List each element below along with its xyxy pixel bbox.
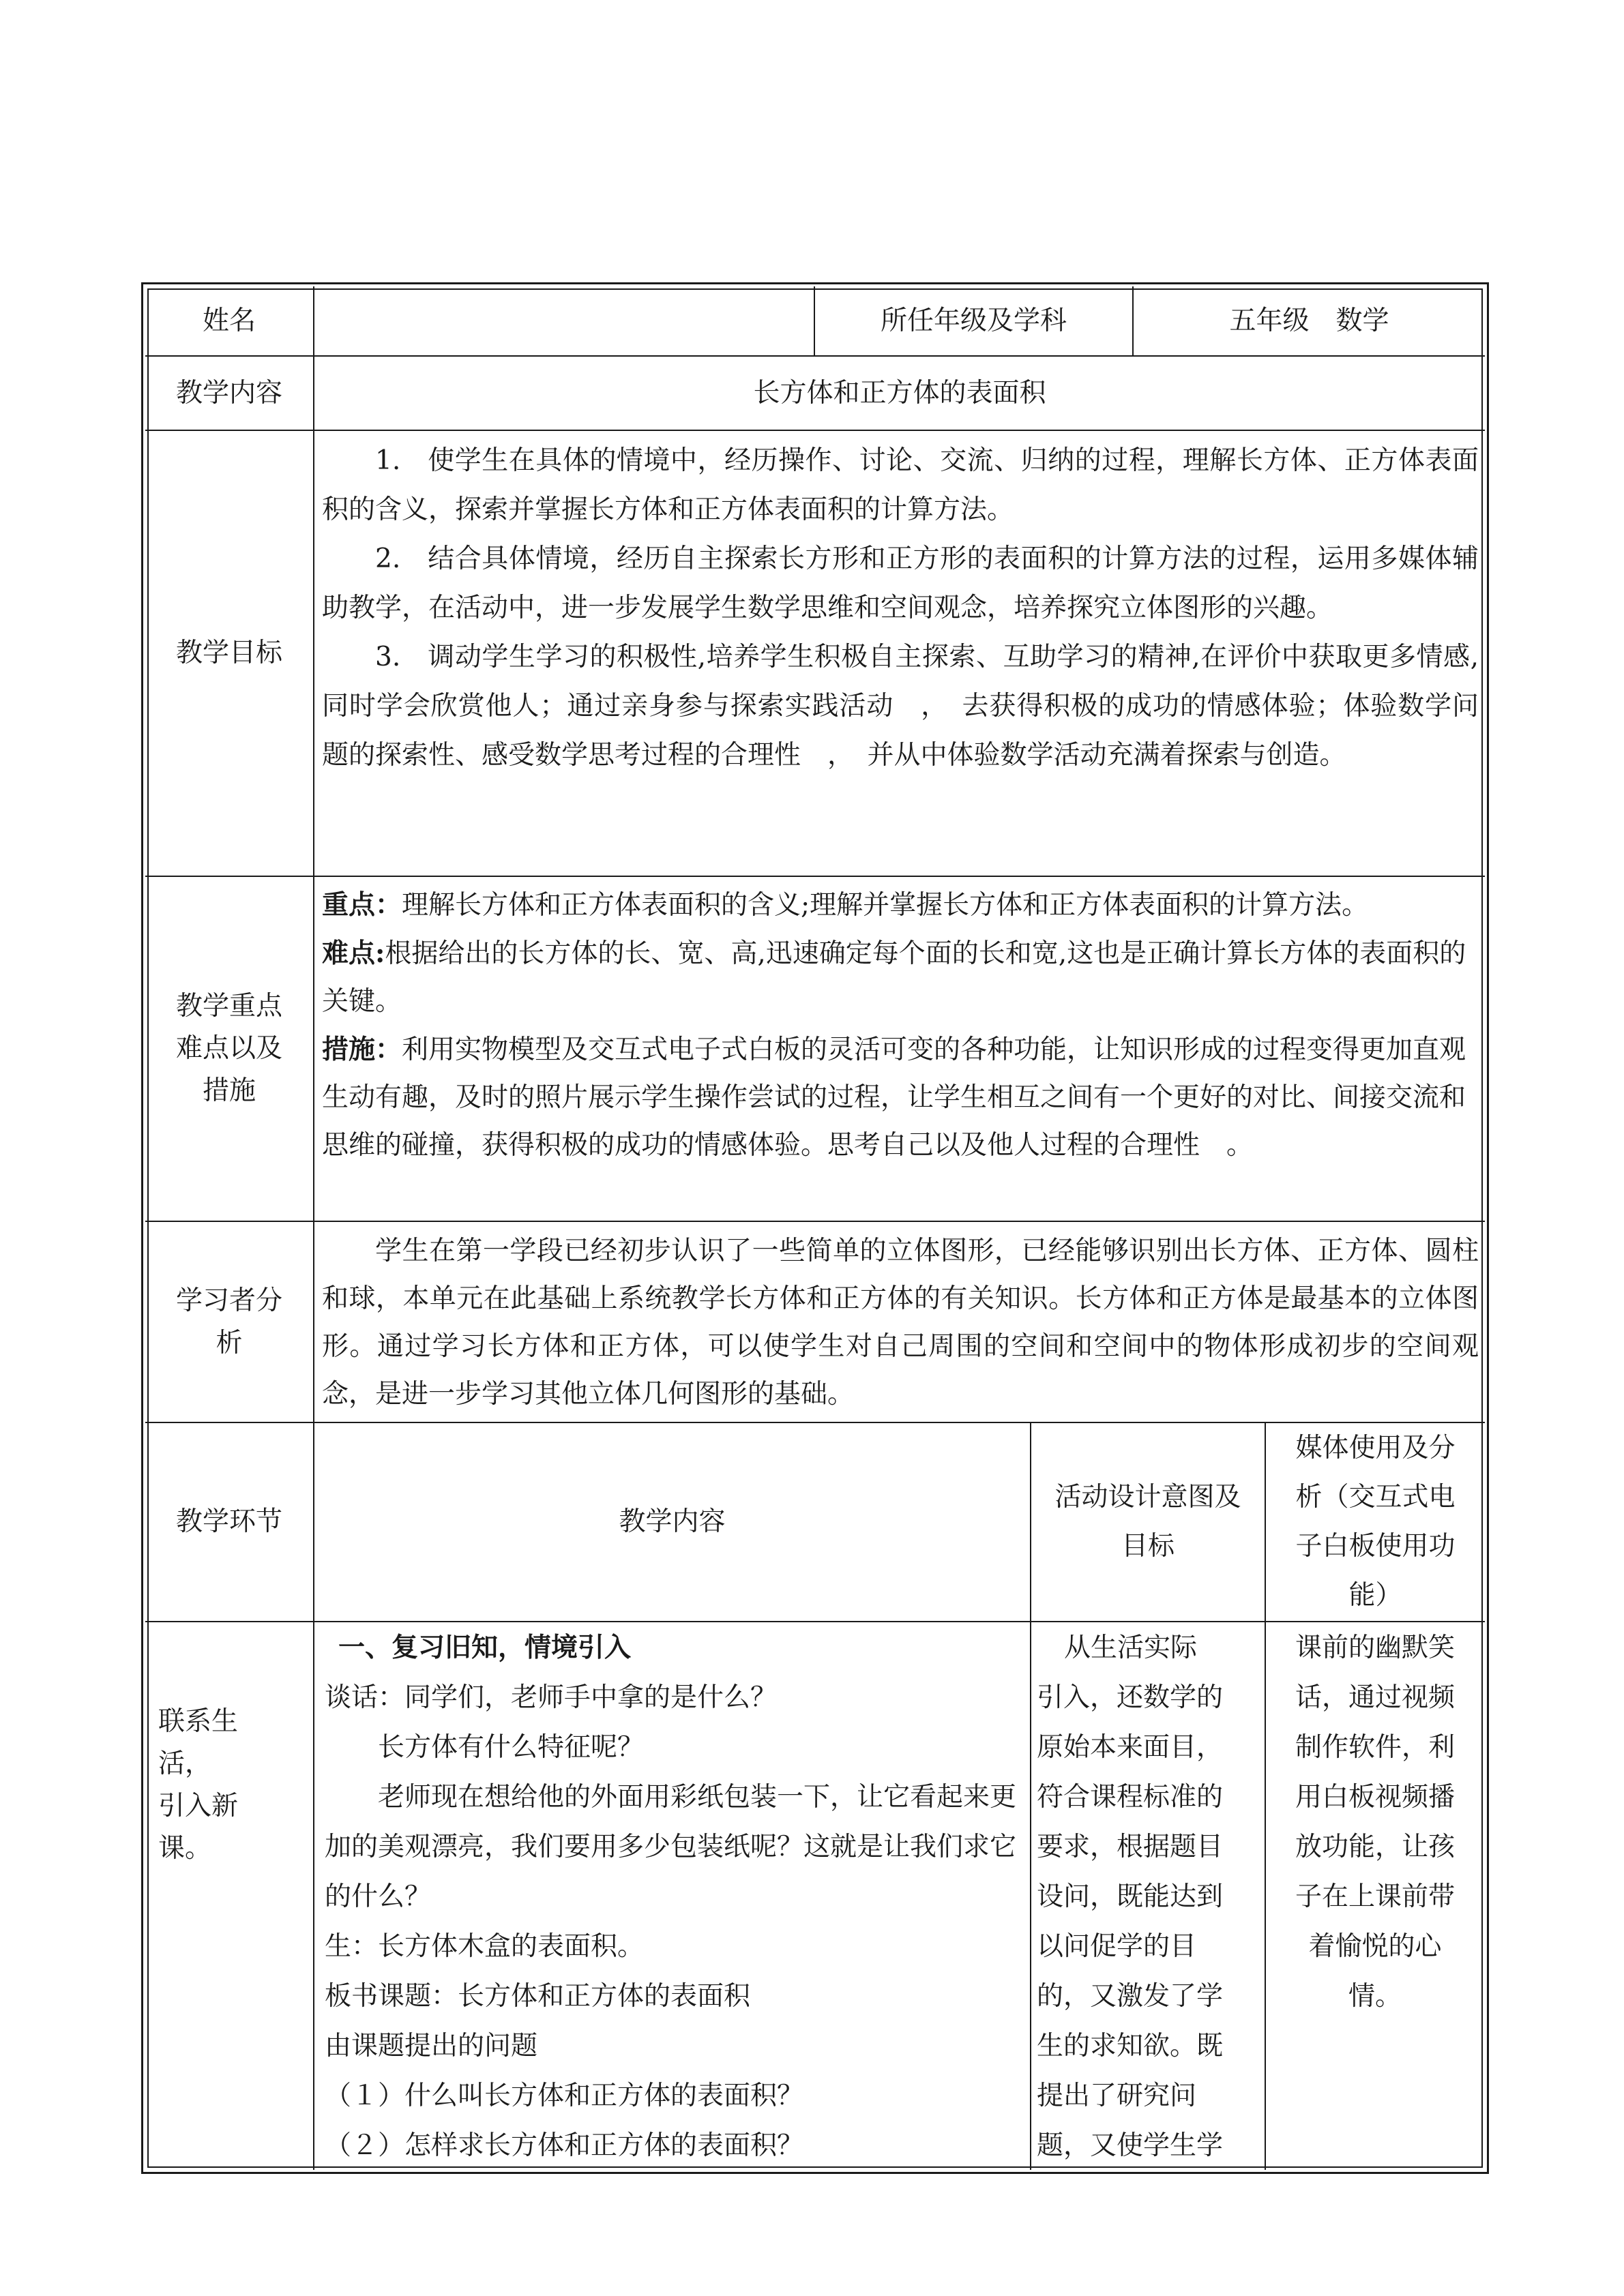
goal-item: 2. 结合具体情境，经历自主探索长方形和正方形的表面积的计算方法的过程，运用多媒体辅助教学，在活动中，进一步发展学生数学思维和空间观念，培养探究立体图形的兴趣。 xyxy=(322,543,1479,623)
name-label: 姓名 xyxy=(202,305,256,336)
stage-header: 教学环节 xyxy=(175,1506,282,1537)
row1-heading: 一、复习旧知，情境引入 xyxy=(338,1632,632,1663)
learner-text: 学生在第一学段已经初步认识了一些简单的立体图形，已经能够识别出长方体、正方体、圆柱和球，本单元在此基础上系统教学长方体和正方体的有关知识。长方体和正方体是最基本的立体图形。通过学习长方体和正方体，可以使学生对自己周围的空间和空间中的物体形成初步的空间观念，是进一步学习其他立体几何图形的基础。 xyxy=(322,1236,1479,1410)
row1-stage: 联系生 活， 引入新 课。 xyxy=(158,1706,239,1864)
grade-subject-value: 五年级 数学 xyxy=(1229,305,1389,336)
goals-text xyxy=(322,436,1479,873)
name-value xyxy=(314,286,814,355)
focus-text xyxy=(322,881,1479,1218)
intent-header: 活动设计意图及 目标 xyxy=(1054,1482,1241,1562)
measure-point: 措施：利用实物模型及交互式电子式白板的灵活可变的各种功能，让知识形成的过程变得更加直观生动有趣，及时的照片展示学生操作尝试的过程，让学生相互之间有一个更好的对比、间接交流和思维的碰撞，获得积极的成功的情感体验。思考自己以及他人过程的合理性 。 xyxy=(322,1034,1466,1161)
goals-label: 教学目标 xyxy=(175,638,282,668)
goal-item: 3. 调动学生学习的积极性,培养学生积极自主探索、互助学习的精神,在评价中获取更多情感,同时学会欣赏他人；通过亲身参与探索实践活动 ， 去获得积极的成功的情感体验；体验数学问题的探索性、感受数学思考过程的合理性 ， 并从中体验数学活动充满着探索与创造。 xyxy=(322,642,1479,771)
content-value: 长方体和正方体的表面积 xyxy=(753,377,1046,408)
grade-subject-label: 所任年级及学科 xyxy=(880,305,1067,336)
goal-item: 1. 使学生在具体的情境中，经历操作、讨论、交流、归纳的过程，理解长方体、正方体表面积的含义，探索并掌握长方体和正方体表面积的计算方法。 xyxy=(322,445,1479,525)
key-point: 重点：理解长方体和正方体表面积的含义;理解并掌握长方体和正方体表面积的计算方法。 xyxy=(322,889,1369,921)
content-label: 教学内容 xyxy=(175,377,282,408)
row1-media: 课前的幽默笑 话，通过视频 制作软件，利 用白板视频播 放功能，让孩 子在上课前带 着愉悦的心 情。 xyxy=(1295,1632,1455,2012)
content-header: 教学内容 xyxy=(619,1506,726,1537)
learner-label: 学习者分 析 xyxy=(175,1285,282,1358)
row1-intent: 从生活实际 引入，还数学的 原始本来面目， 符合课程标准的 要求，根据题目 设问，既能达到 以问促学的目 的，又激发了学 生的求知欲。既 提出了研究问 题，又使学生学 xyxy=(1037,1632,1224,2161)
focus-label: 教学重点 难点以及 措施 xyxy=(175,991,282,1106)
row1-content: 一、复习旧知，情境引入 谈话：同学们，老师手中拿的是什么？ 长方体有什么特征呢？ 老师现在想给他的外面用彩纸包装一下，让它看起来更加的美观漂亮，我们要用多少包装纸呢？这就是让我们求它的什么？ 生：长方体木盒的表面积。 板书课题：长方体和正方体的表面积 由课题提出的问题 （１）什么叫长方体和正方体的表面积？ （２）怎样求长方体和正方体的表面积？ xyxy=(325,1623,1020,2168)
media-header: 媒体使用及分 析（交互式电 子白板使用功 能） xyxy=(1295,1433,1456,1611)
difficulty-point: 难点:根据给出的长方体的长、宽、高,迅速确定每个面的长和宽,这也是正确计算长方体的表面积的关键。 xyxy=(322,938,1466,1017)
